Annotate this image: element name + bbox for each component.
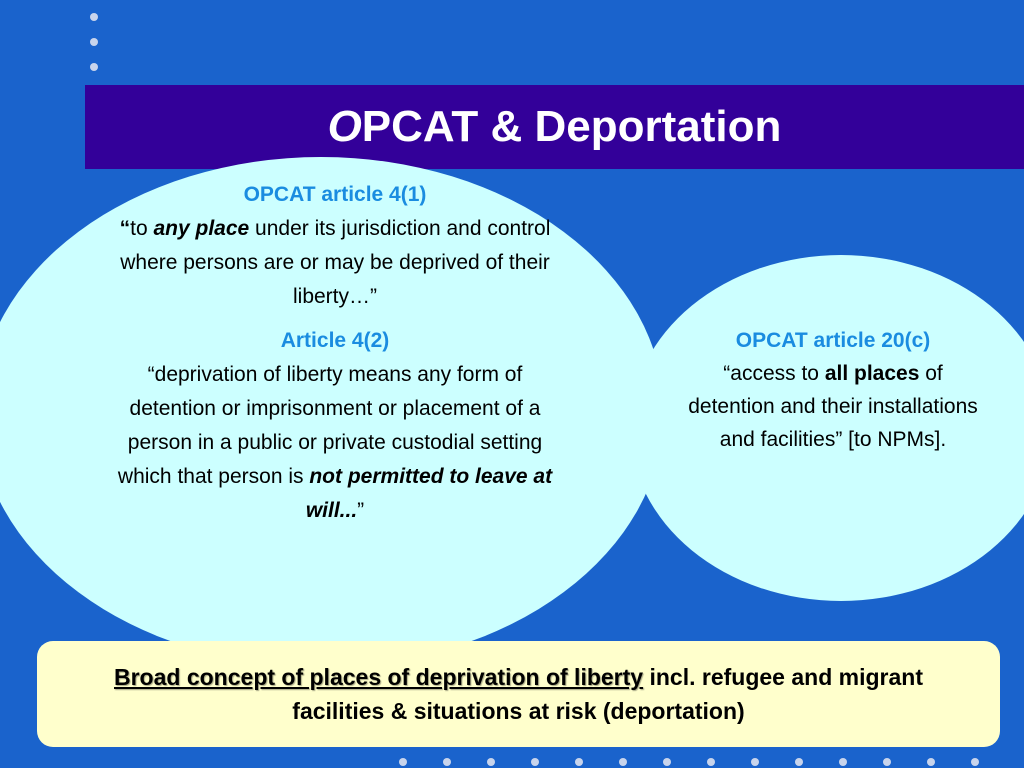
decorative-dot [90,38,98,46]
left-ellipse-text [110,178,560,528]
quote-text: to [130,217,154,240]
decorative-dot [619,758,627,766]
close-quote: ” [357,499,365,522]
decorative-dot [751,758,759,766]
decorative-dot [971,758,979,766]
article-4-2-heading: Article 4(2) [280,329,390,352]
article-20c-quote [688,357,978,456]
article-4-1-heading: OPCAT article 4(1) [243,183,427,206]
summary-rest: incl. refugee and migrant facilities & situations at risk (deportation) [292,664,923,724]
emphasis-any-place: any place [153,217,250,240]
decorative-dot [90,13,98,21]
decorative-dot [663,758,671,766]
decorative-dot [487,758,495,766]
open-quote: “ [119,217,131,240]
decorative-dot [927,758,935,766]
quote-text: under its jurisdiction and control where persons are or may be deprived of their liberty…” [120,217,551,308]
emphasis-not-permitted: not permitted to leave at will... [305,465,553,522]
slide-title [85,85,1024,169]
right-ellipse-text [688,324,978,456]
decorative-dot [399,758,407,766]
article-4-2-quote [110,358,560,528]
article-4-1-quote [110,212,560,314]
quote-text: “access to [723,362,825,385]
decorative-dot [839,758,847,766]
decorative-dot [575,758,583,766]
decorative-dot [90,63,98,71]
decorative-dot [707,758,715,766]
article-20c-heading: OPCAT article 20(c) [735,329,931,352]
decorative-dot [443,758,451,766]
decorative-dot [531,758,539,766]
decorative-dot [795,758,803,766]
quote-text: “deprivation of liberty means any form of detention or imprisonment or placement of a person in a public or private custodial setting which that person is [117,363,543,488]
summary-text [69,660,969,728]
emphasis-all-places: all places [824,362,920,385]
summary-box [37,641,1000,747]
quote-text: of detention and their installations and facilities” [to NPMs]. [688,362,978,451]
summary-underlined: Broad concept of places of deprivation of liberty [114,664,644,690]
title-rest: PCAT & Deportation [361,102,782,151]
title-prefix: O [327,102,362,151]
decorative-dot [883,758,891,766]
